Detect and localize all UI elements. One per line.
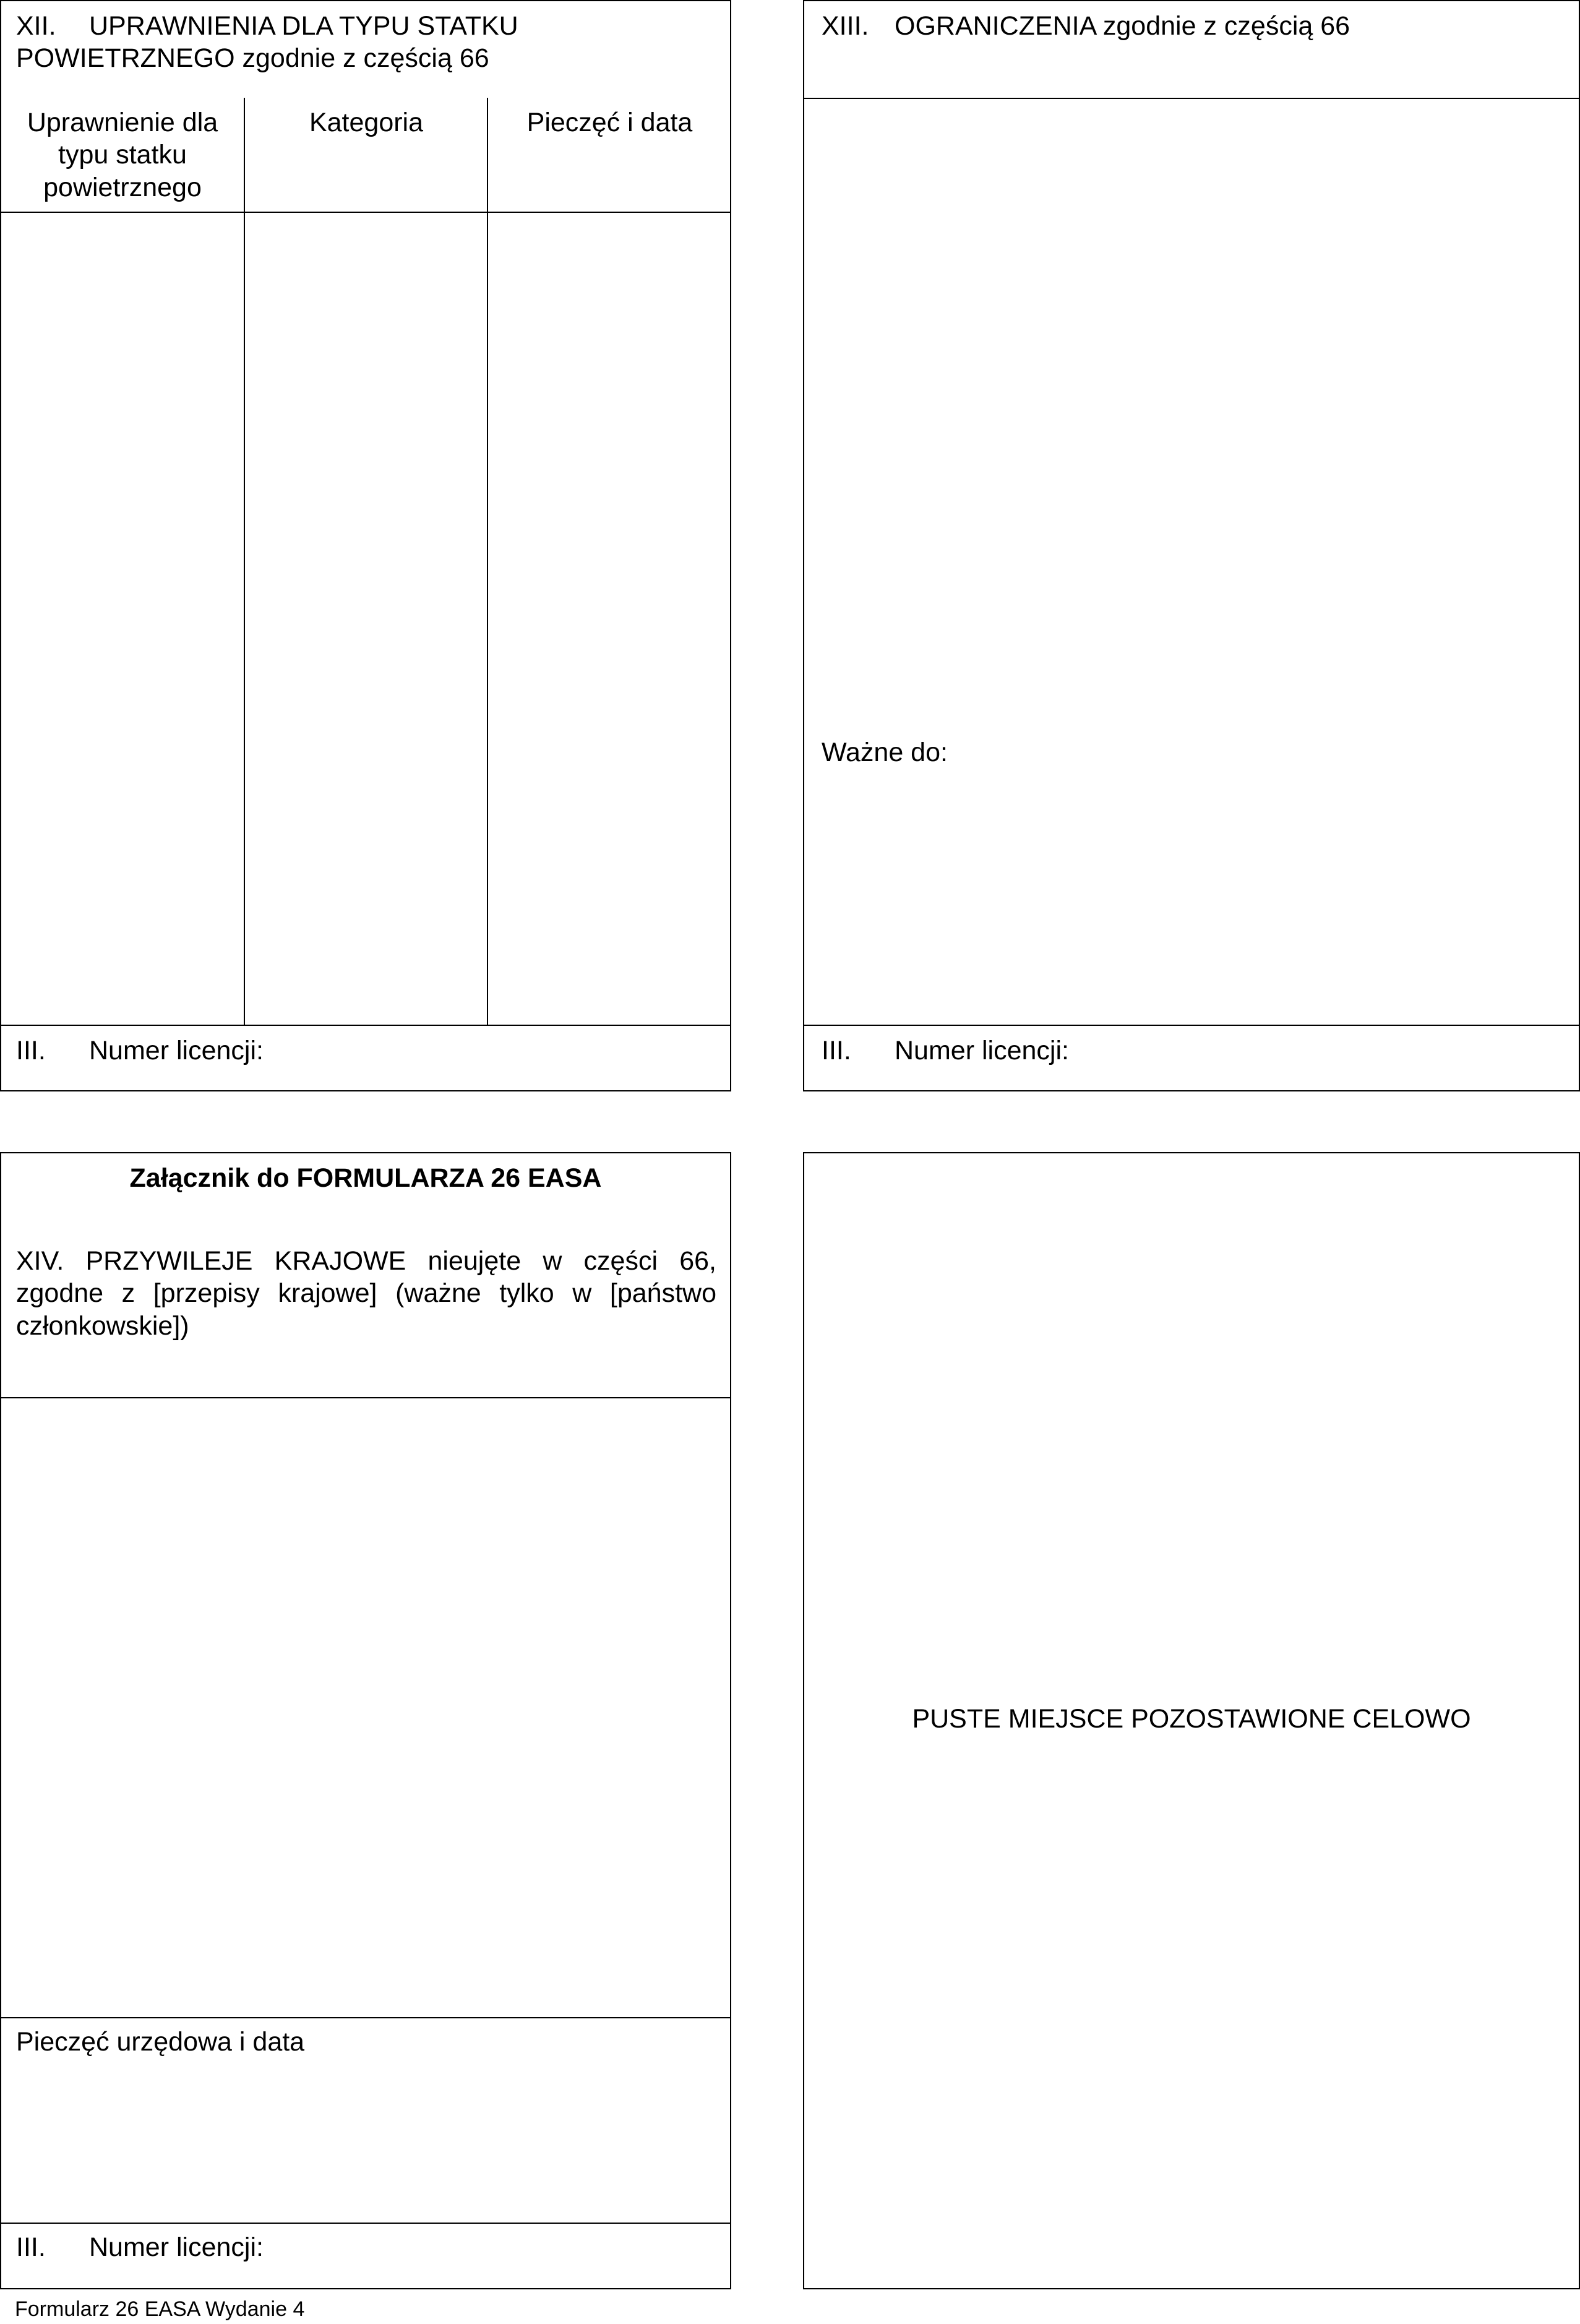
section-xii-title-line1: XII. UPRAWNIENIA DLA TYPU STATKU xyxy=(16,10,518,42)
annex-title: Załącznik do FORMULARZA 26 EASA xyxy=(129,1163,602,1193)
column-header-category: Kategoria xyxy=(309,108,424,137)
licence-divider xyxy=(804,1025,1579,1026)
panel-blank-page xyxy=(803,1152,1580,2289)
section-xii-number: XII. xyxy=(16,11,56,41)
national-privileges-paragraph: XIV. PRZYWILEJE KRAJOWE nieujęte w części 66, zgodne z [przepisy krajowe] (ważne tylko w [państwo członkowskie]) xyxy=(16,1246,716,1341)
title-divider xyxy=(804,98,1579,99)
licence-number-row: III. Numer licencji: xyxy=(822,1036,1069,1065)
licence-divider xyxy=(1,1025,730,1026)
column-header-stamp-date: Pieczęć i data xyxy=(526,108,693,137)
official-stamp-label: Pieczęć urzędowa i data xyxy=(16,2027,305,2057)
section-xiii-title: XIII. OGRANICZENIA zgodnie z częścią 66 xyxy=(822,10,1350,42)
stamp-divider xyxy=(1,2017,730,2018)
licence-number-row: III. Numer licencji: xyxy=(16,1036,264,1065)
column-header-type-rating: Uprawnienie dla typu statku powietrznego xyxy=(27,108,218,202)
header-divider xyxy=(1,212,730,213)
paragraph-divider xyxy=(1,1397,730,1398)
section-xiii-number: XIII. xyxy=(822,11,869,41)
section-xii-title-line2: POWIETRZNEGO zgodnie z częścią 66 xyxy=(16,43,489,73)
panel-type-ratings xyxy=(0,0,731,1091)
licence-divider xyxy=(1,2223,730,2224)
valid-until-label: Ważne do: xyxy=(822,738,948,767)
panel-national-privileges xyxy=(0,1152,731,2289)
column-divider xyxy=(487,98,488,1025)
licence-number-row: III. Numer licencji: xyxy=(16,2232,264,2262)
form-footer: Formularz 26 EASA Wydanie 4 xyxy=(15,2297,305,2321)
column-divider xyxy=(244,98,245,1025)
panel-limitations xyxy=(803,0,1580,1091)
blank-page-notice: PUSTE MIEJSCE POZOSTAWIONE CELOWO xyxy=(912,1704,1471,1734)
